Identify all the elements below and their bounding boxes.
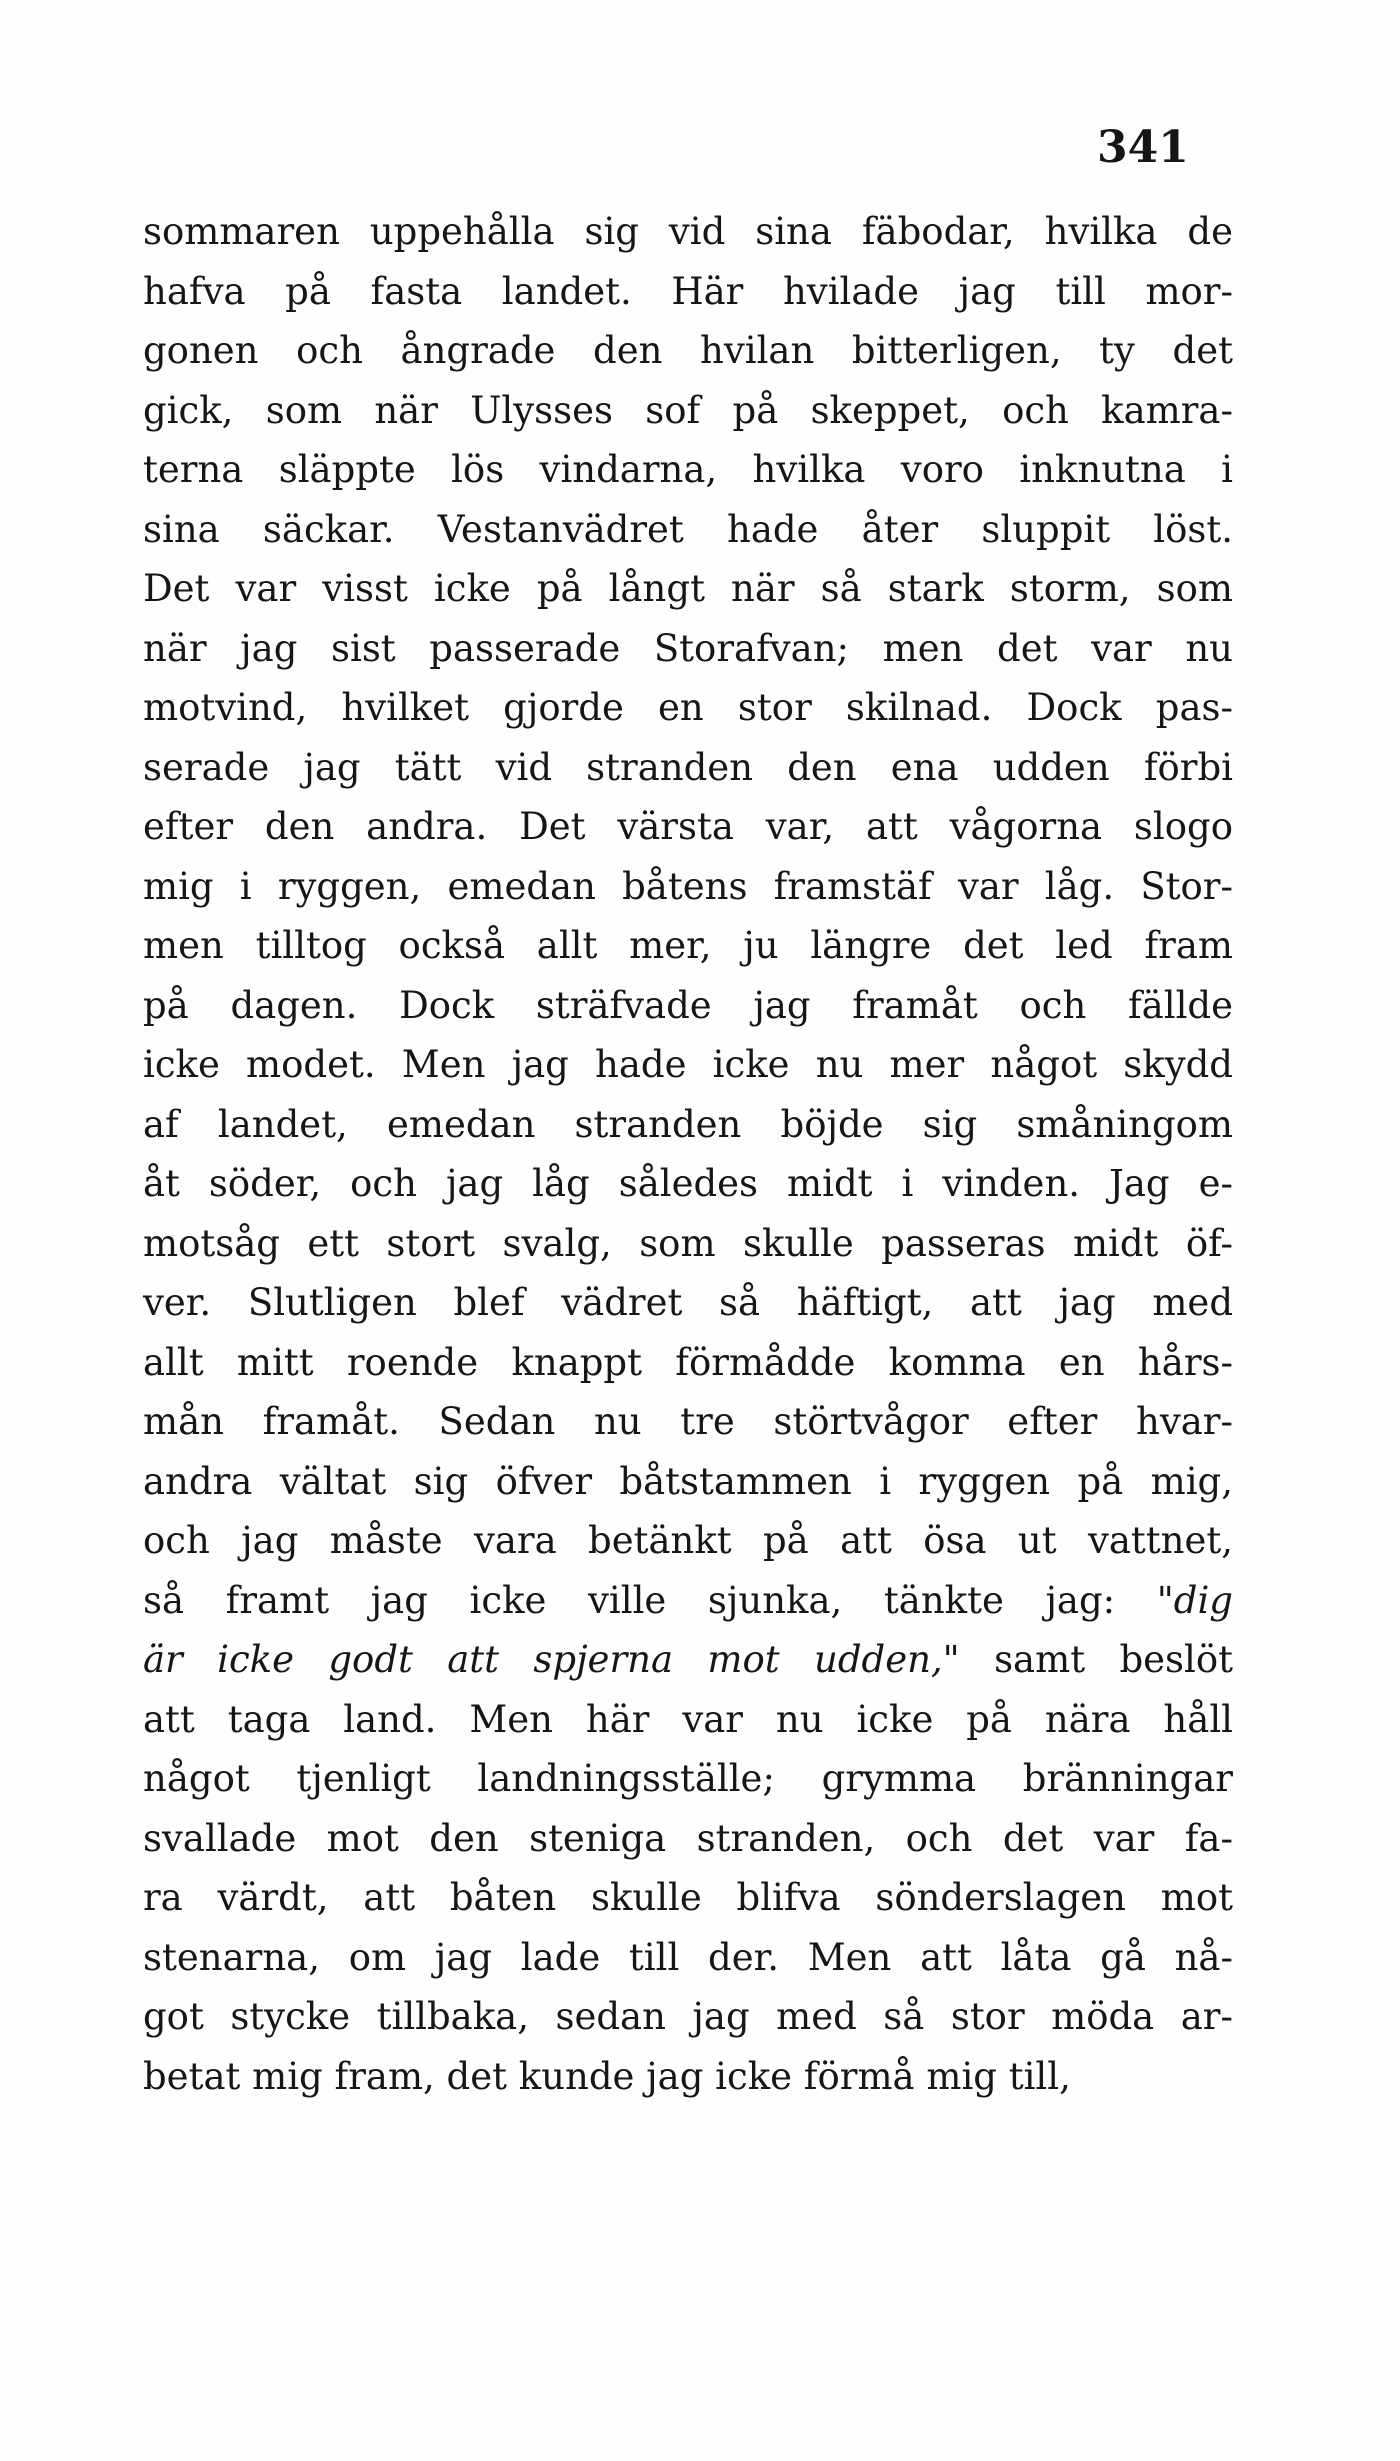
text-segment: got stycke tillbaka, sedan jag med så stor möda ar-: [143, 1995, 1233, 2038]
text-line: [143, 1392, 1233, 1452]
page-number: 341: [1097, 122, 1189, 173]
text-line: [143, 1452, 1233, 1512]
text-line: [143, 321, 1233, 381]
text-segment: icke modet. Men jag hade icke nu mer något skydd: [143, 1043, 1233, 1086]
text-segment: gonen och ångrade den hvilan bitterligen, ty det: [143, 329, 1233, 372]
text-line: [143, 1690, 1233, 1750]
text-line: [143, 1333, 1233, 1393]
text-segment: men tilltog också allt mer, ju längre det led fram: [143, 924, 1233, 967]
text-line: [143, 1214, 1233, 1274]
text-line: [143, 1273, 1233, 1333]
text-line: [143, 1630, 1233, 1690]
text-segment: åt söder, och jag låg således midt i vinden. Jag e-: [143, 1162, 1233, 1205]
text-segment: mån framåt. Sedan nu tre störtvågor efter hvar-: [143, 1400, 1233, 1443]
text-segment: samt beslöt: [959, 1638, 1233, 1681]
text-segment: stenarna, om jag lade till der. Men att låta gå nå-: [143, 1935, 1233, 1979]
text-segment: så framt jag icke ville sjunka, tänkte jag:: [143, 1578, 1157, 1622]
text-line: [143, 738, 1233, 798]
italic-text-segment: är icke godt att spjerna mot udden,": [143, 1638, 960, 1681]
text-segment: ver. Slutligen blef vädret så häftigt, att jag med: [143, 1281, 1233, 1324]
text-segment: på dagen. Dock sträfvade jag framåt och fällde: [143, 983, 1233, 1027]
text-line: [143, 1868, 1233, 1928]
text-segment: Det var visst icke på långt när så stark storm, som: [143, 567, 1233, 610]
text-line: [143, 1809, 1233, 1869]
text-segment: serade jag tätt vid stranden den ena udden förbi: [143, 745, 1233, 789]
text-segment: när jag sist passerade Storafvan; men det var nu: [143, 626, 1233, 670]
text-segment: motsåg ett stort svalg, som skulle passeras midt öf-: [143, 1221, 1233, 1265]
text-segment: motvind, hvilket gjorde en stor skilnad. Dock pas-: [143, 686, 1233, 729]
text-line: [143, 559, 1233, 619]
text-line: [143, 500, 1233, 560]
text-segment: af landet, emedan stranden böjde sig småningom: [143, 1102, 1233, 1146]
text-segment: andra vältat sig öfver båtstammen i ryggen på mig,: [143, 1459, 1233, 1503]
italic-text-segment: "dig: [1156, 1578, 1233, 1622]
text-segment: betat mig fram, det kunde jag icke förmå mig till,: [143, 2054, 1071, 2098]
text-segment: gick, som när Ulysses sof på skeppet, och kamra-: [143, 388, 1233, 432]
text-line: [143, 678, 1233, 738]
text-line: [143, 619, 1233, 679]
text-line: [143, 1095, 1233, 1155]
text-segment: att taga land. Men här var nu icke på nära håll: [143, 1697, 1233, 1741]
text-line: [143, 1154, 1233, 1214]
text-line: [143, 1571, 1233, 1631]
text-line: [143, 797, 1233, 857]
text-segment: mig i ryggen, emedan båtens framstäf var låg. Stor-: [143, 864, 1233, 908]
text-line: [143, 1928, 1233, 1988]
text-line: [143, 2047, 1233, 2107]
text-segment: ra värdt, att båten skulle blifva sönderslagen mot: [143, 1876, 1233, 1919]
text-line: [143, 381, 1233, 441]
text-line: [143, 202, 1233, 262]
text-line: [143, 976, 1233, 1036]
text-segment: allt mitt roende knappt förmådde komma en hårs-: [143, 1340, 1233, 1384]
text-line: [143, 916, 1233, 976]
text-line: [143, 857, 1233, 917]
text-segment: något tjenligt landningsställe; grymma bränningar: [143, 1757, 1233, 1800]
text-line: [143, 1511, 1233, 1571]
text-line: [143, 1749, 1233, 1809]
text-segment: hafva på fasta landet. Här hvilade jag till mor-: [143, 269, 1233, 313]
text-segment: efter den andra. Det värsta var, att vågorna slogo: [143, 805, 1233, 848]
text-line: [143, 1035, 1233, 1095]
text-segment: terna släppte lös vindarna, hvilka voro inknutna i: [143, 448, 1233, 491]
text-segment: svallade mot den steniga stranden, och det var fa-: [143, 1816, 1233, 1860]
text-line: [143, 440, 1233, 500]
text-line: [143, 1987, 1233, 2047]
text-segment: sina säckar. Vestanvädret hade åter sluppit löst.: [143, 507, 1233, 551]
text-segment: och jag måste vara betänkt på att ösa ut vattnet,: [143, 1519, 1233, 1562]
text-line: [143, 262, 1233, 322]
text-segment: sommaren uppehålla sig vid sina fäbodar, hvilka de: [143, 210, 1233, 253]
body-text: [143, 202, 1233, 2106]
